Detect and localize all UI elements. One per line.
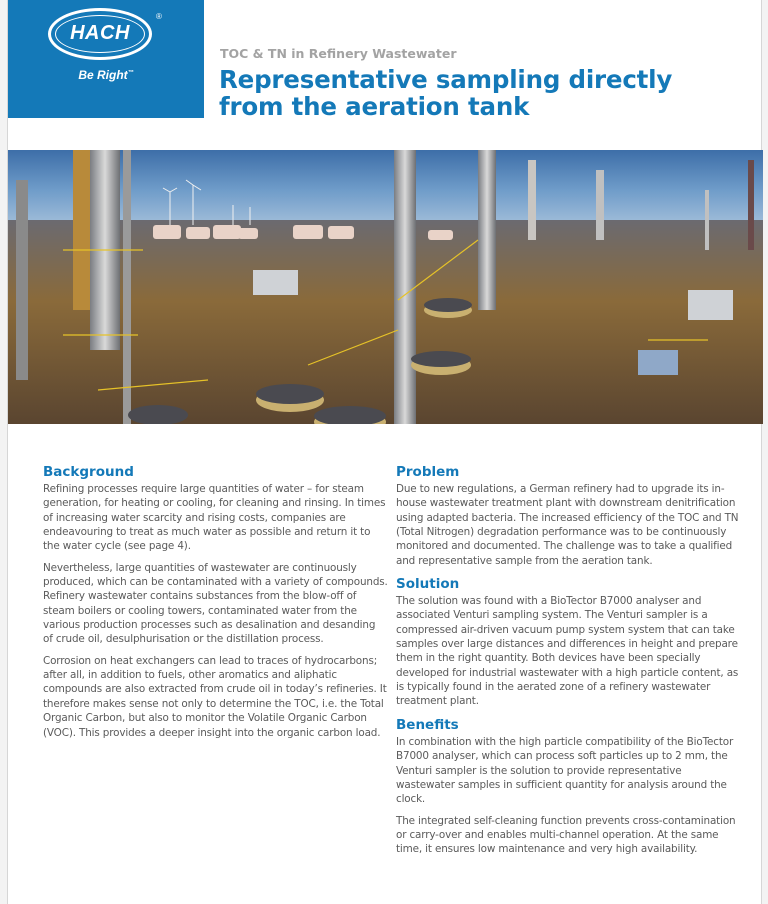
hach-logo-oval-icon bbox=[48, 8, 152, 60]
right-column bbox=[396, 463, 741, 864]
trademark-mark: ™ bbox=[127, 70, 134, 76]
paragraph: In combination with the high particle compatibility of the BioTector B7000 analyser, which can process soft particles up to 2 mm, the Venturi sampler is the solution to provide representative wastewater samples in sufficient quantity for analysis around the clock. bbox=[396, 735, 734, 806]
section-background bbox=[43, 463, 388, 740]
registered-mark: ® bbox=[156, 12, 162, 21]
plant-ground bbox=[8, 220, 763, 424]
document-title: Representative sampling directly from the aeration tank bbox=[219, 65, 673, 121]
hach-logo-block bbox=[8, 0, 204, 118]
section-heading-solution: Solution bbox=[396, 576, 460, 593]
paragraph: The integrated self-cleaning function prevents cross-contamination or carry-over and enables multi-channel operation. At the same time, it ensures low maintenance and very high availability. bbox=[396, 814, 736, 856]
tagline-text: Be Right bbox=[78, 68, 128, 82]
paragraph: The solution was found with a BioTector B7000 analyser and associated Venturi sampling system. The Venturi sampler is a compressed air-driven vacuum pump system system that can take samples over large distances and differences in height and prepare them in the right quantity. Both devices have been specially developed for industrial wastewater with a high particle content, as is typically found in the aerated zone of a refinery wastewater treatment plant. bbox=[396, 595, 739, 708]
sky bbox=[8, 150, 763, 230]
paragraph: Corrosion on heat exchangers can lead to traces of hydrocarbons; after all, in addition to fuels, other aromatics and aliphatic compounds are also extracted from crude oil in today’s refineries. It therefore makes sense not only to determine the TOC, i.e. the Total Organic Carbon, but also to monitor the Volatile Organic Carbon (VOC). This provides a deeper insight into the organic carbon load. bbox=[43, 654, 387, 739]
brand-tagline bbox=[8, 68, 204, 82]
brand-name: HACH bbox=[70, 22, 130, 44]
paragraph: Due to new regulations, a German refinery had to upgrade its in-house wastewater treatment plant with downstream denitrification using adapted bacteria. The increased efficiency of the TOC and TN (Total Nitrogen) degradation performance was to be continuously monitored and documented. The challenge was to take a qualified and representative sample from the aeration tank. bbox=[396, 483, 739, 567]
document-page bbox=[7, 0, 762, 904]
paragraph: Refining processes require large quantities of water – for steam generation, for heating or cooling, for cleaning and rinsing. In times of increasing water scarcity and rising costs, companies are endeavouring to treat as much water as possible and return it to the water cycle (see page 4). bbox=[43, 483, 386, 553]
paragraph: Nevertheless, large quantities of wastewater are continuously produced, which can be contaminated with a variety of compounds. Refinery wastewater contains substances from the blow-off of steam boilers or cooling towers, contaminated water from the various production processes such as desalination and desanding of crude oil, desulphurisation or the distillation process. bbox=[43, 561, 388, 646]
section-heading-background: Background bbox=[43, 464, 134, 480]
refinery-photo bbox=[8, 150, 763, 424]
document-kicker: TOC & TN in Refinery Wastewater bbox=[220, 46, 457, 61]
section-heading-benefits: Benefits bbox=[396, 716, 459, 733]
section-problem bbox=[396, 463, 741, 568]
section-heading-problem: Problem bbox=[396, 464, 460, 480]
section-solution bbox=[396, 575, 741, 709]
section-benefits bbox=[396, 716, 741, 857]
left-column bbox=[43, 463, 388, 747]
